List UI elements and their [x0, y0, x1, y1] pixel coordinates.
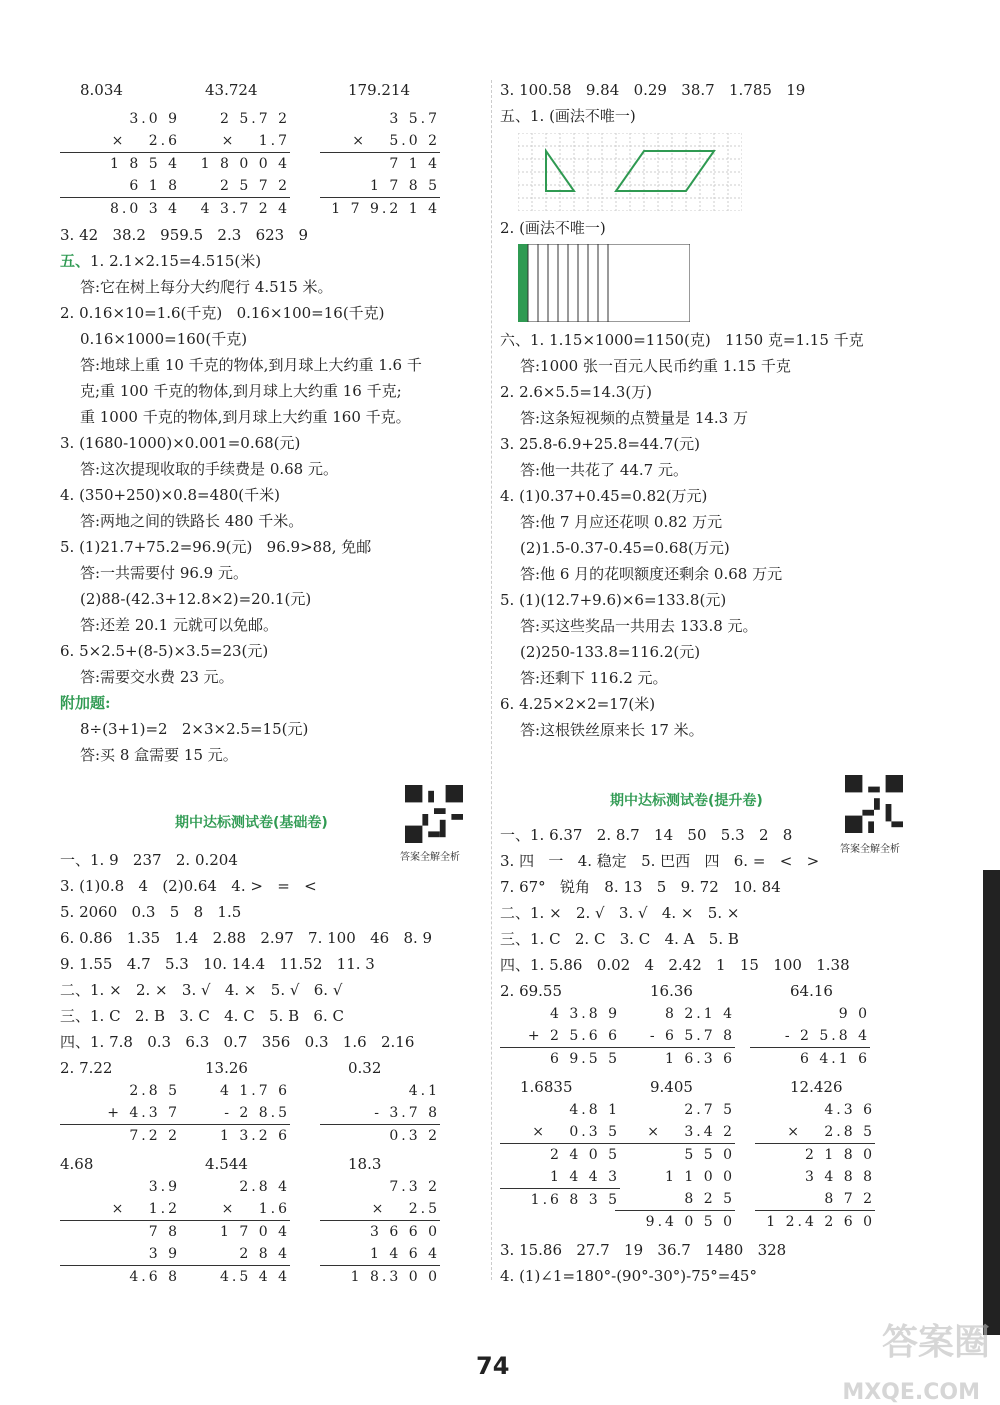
answer-line: 四、1. 5.86 0.02 4 2.42 1 15 100 1.38	[500, 956, 850, 974]
grid-drawing	[518, 133, 742, 211]
result-3: 18.3	[348, 1155, 382, 1173]
vertical-calc: 3.9 × 1.2 7 8 3 9 4.6 8	[60, 1176, 180, 1288]
answer-line: 答:他一共花了 44.7 元。	[520, 461, 688, 479]
result-1: 2. 7.22	[60, 1059, 113, 1077]
answer-line: 答:它在树上每分大约爬行 4.515 米。	[80, 278, 333, 296]
answer-line: 答:这次提现收取的手续费是 0.68 元。	[80, 460, 338, 478]
answer-line: 3. 25.8-6.9+25.8=44.7(元)	[500, 435, 701, 453]
page-edge-tab	[983, 870, 1000, 1335]
answer-line: 四、1. 7.8 0.3 6.3 0.7 356 0.3 1.6 2.16	[60, 1033, 415, 1051]
answer-line: 6. 4.25×2×2=17(米)	[500, 695, 656, 713]
answer-line: 3. (1680-1000)×0.001=0.68(元)	[60, 434, 301, 452]
answer-line: 8÷(3+1)=2 2×3×2.5=15(元)	[80, 720, 309, 738]
answer-line: 3. 42 38.2 959.5 2.3 623 9	[60, 226, 309, 244]
result-2: 43.724	[205, 81, 258, 99]
page-number: 74	[476, 1352, 510, 1380]
answer-line: (2)250-133.8=116.2(元)	[520, 643, 701, 661]
answer-line: 0.16×1000=160(千克)	[80, 330, 248, 348]
vertical-calc: 3.0 9 × 2.6 1 8 5 4 6 1 8 8.0 3 4	[60, 108, 180, 220]
fraction-bar	[518, 244, 690, 322]
answer-line: 答:这根铁丝原来长 17 米。	[520, 721, 704, 739]
qr-code-icon	[405, 785, 463, 843]
answer-line: 一、1. 6.37 2. 8.7 14 50 5.3 2 8	[500, 826, 793, 844]
answer-line: 5. 2060 0.3 5 8 1.5	[60, 903, 242, 921]
answer-line: 2. (画法不唯一)	[500, 219, 606, 237]
answer-line: 6. 0.86 1.35 1.4 2.88 2.97 7. 100 46 8. 9	[60, 929, 433, 947]
vertical-calc: 4.3 6 × 2.8 5 2 1 8 0 3 4 8 8 8 7 2 1 2.4 2 6 0	[755, 1099, 875, 1233]
qr-caption: 答案全解全析	[400, 852, 460, 863]
vertical-calc: 4.8 1 × 0.3 5 2 4 0 5 1 4 4 3 1.6 8 3 5	[500, 1099, 620, 1211]
answer-line: 4. (350+250)×0.8=480(千米)	[60, 486, 280, 504]
answer-line: 答:需要交水费 23 元。	[80, 668, 234, 686]
answer-line: 二、1. × 2. √ 3. √ 4. × 5. ×	[500, 904, 740, 922]
answer-line: 5. (1)(12.7+9.6)×6=133.8(元)	[500, 591, 727, 609]
answer-line: 4. (1)0.37+0.45=0.82(万元)	[500, 487, 708, 505]
answer-line: (2)88-(42.3+12.8×2)=20.1(元)	[80, 590, 312, 608]
vertical-calc: 2 5.7 2 × 1.7 1 8 0 0 4 2 5 7 2 4 3.7 2 4	[170, 108, 290, 220]
vertical-calc: 2.8 4 × 1.6 1 7 0 4 2 8 4 4.5 4 4	[170, 1176, 290, 1288]
answer-line: 五、1. (画法不唯一)	[500, 107, 636, 125]
answer-line: 2. 2.6×5.5=14.3(万)	[500, 383, 653, 401]
answer-line: 三、1. C 2. B 3. C 4. C 5. B 6. C	[60, 1007, 344, 1025]
answer-line: 答:1000 张一百元人民币约重 1.15 千克	[520, 357, 791, 375]
watermark-url: MXQE.COM	[842, 1380, 980, 1405]
answer-line: 六、1. 1.15×1000=1150(克) 1150 克=1.15 千克	[500, 331, 864, 349]
answer-line: 五、1. 2.1×2.15=4.515(米)	[60, 252, 262, 270]
answer-line: 答:两地之间的铁路长 480 千米。	[80, 512, 304, 530]
answer-line: 4. (1)∠1=180°-(90°-30°)-75°=45°	[500, 1267, 757, 1285]
vertical-calc: 2.8 5 + 4.3 7 7.2 2	[60, 1080, 180, 1147]
section-title: 期中达标测试卷(基础卷)	[175, 815, 328, 831]
answer-line: 克;重 100 千克的物体,到月球上大约重 16 千克;	[80, 382, 402, 400]
vertical-calc: 4 3.8 9 + 2 5.6 6 6 9.5 5	[500, 1003, 620, 1070]
answer-line: 7. 67° 锐角 8. 13 5 9. 72 10. 84	[500, 878, 781, 896]
vertical-calc: 4 1.7 6 - 2 8.5 1 3.2 6	[170, 1080, 290, 1147]
vertical-calc: 4.1 - 3.7 8 0.3 2	[320, 1080, 440, 1147]
result-1: 4.68	[60, 1155, 94, 1173]
result-1: 8.034	[80, 81, 123, 99]
result-1: 1.6835	[520, 1078, 573, 1096]
result-2: 16.36	[650, 982, 693, 1000]
result-1: 2. 69.55	[500, 982, 563, 1000]
bonus-heading: 附加题:	[60, 694, 111, 712]
result-2: 4.544	[205, 1155, 248, 1173]
answer-line: 答:他 6 月的花呗额度还剩余 0.68 万元	[520, 565, 783, 583]
result-3: 0.32	[348, 1059, 382, 1077]
answer-line: 答:买这些奖品一共用去 133.8 元。	[520, 617, 758, 635]
result-2: 13.26	[205, 1059, 248, 1077]
answer-line: 答:还差 20.1 元就可以免邮。	[80, 616, 278, 634]
answer-line: 答:一共需要付 96.9 元。	[80, 564, 248, 582]
watermark: 答案圈	[881, 1322, 990, 1363]
result-3: 12.426	[790, 1078, 843, 1096]
vertical-calc: 3 5.7 × 5.0 2 7 1 4 1 7 8 5 1 7 9.2 1 4	[320, 108, 440, 220]
result-2: 9.405	[650, 1078, 693, 1096]
answer-line: 9. 1.55 4.7 5.3 10. 14.4 11.52 11. 3	[60, 955, 375, 973]
answer-line: 3. 四 一 4. 稳定 5. 巴西 四 6. = < >	[500, 852, 820, 870]
answer-line: 3. 100.58 9.84 0.29 38.7 1.785 19	[500, 81, 806, 99]
vertical-calc: 2.7 5 × 3.4 2 5 5 0 1 1 0 0 8 2 5 9.4 0 5 0	[615, 1099, 735, 1233]
column-divider	[491, 80, 492, 1280]
result-3: 179.214	[348, 81, 411, 99]
answer-line: 三、1. C 2. C 3. C 4. A 5. B	[500, 930, 739, 948]
answer-line: 2. 0.16×10=1.6(千克) 0.16×100=16(千克)	[60, 304, 385, 322]
answer-line: (2)1.5-0.37-0.45=0.68(万元)	[520, 539, 730, 557]
answer-line: 3. (1)0.8 4 (2)0.64 4. > = <	[60, 877, 317, 895]
answer-line: 答:买 8 盒需要 15 元。	[80, 746, 238, 764]
answer-line: 3. 15.86 27.7 19 36.7 1480 328	[500, 1241, 787, 1259]
answer-line: 5. (1)21.7+75.2=96.9(元) 96.9>88, 免邮	[60, 538, 372, 556]
section-title: 期中达标测试卷(提升卷)	[610, 793, 763, 809]
qr-caption: 答案全解全析	[840, 844, 900, 855]
answer-line: 二、1. × 2. × 3. √ 4. × 5. √ 6. √	[60, 981, 343, 999]
answer-line: 答:地球上重 10 千克的物体,到月球上大约重 1.6 千	[80, 356, 422, 374]
qr-code-icon	[845, 775, 903, 833]
vertical-calc: 7.3 2 × 2.5 3 6 6 0 1 4 6 4 1 8.3 0 0	[320, 1176, 440, 1288]
answer-line: 答:还剩下 116.2 元。	[520, 669, 668, 687]
vertical-calc: 9 0 - 2 5.8 4 6 4.1 6	[750, 1003, 870, 1070]
answer-line: 6. 5×2.5+(8-5)×3.5=23(元)	[60, 642, 269, 660]
answer-line: 重 1000 千克的物体,到月球上大约重 160 千克。	[80, 408, 411, 426]
answer-line: 答:这条短视频的点赞量是 14.3 万	[520, 409, 748, 427]
answer-line: 答:他 7 月应还花呗 0.82 万元	[520, 513, 723, 531]
vertical-calc: 8 2.1 4 - 6 5.7 8 1 6.3 6	[615, 1003, 735, 1070]
answer-line: 一、1. 9 237 2. 0.204	[60, 851, 238, 869]
result-3: 64.16	[790, 982, 833, 1000]
